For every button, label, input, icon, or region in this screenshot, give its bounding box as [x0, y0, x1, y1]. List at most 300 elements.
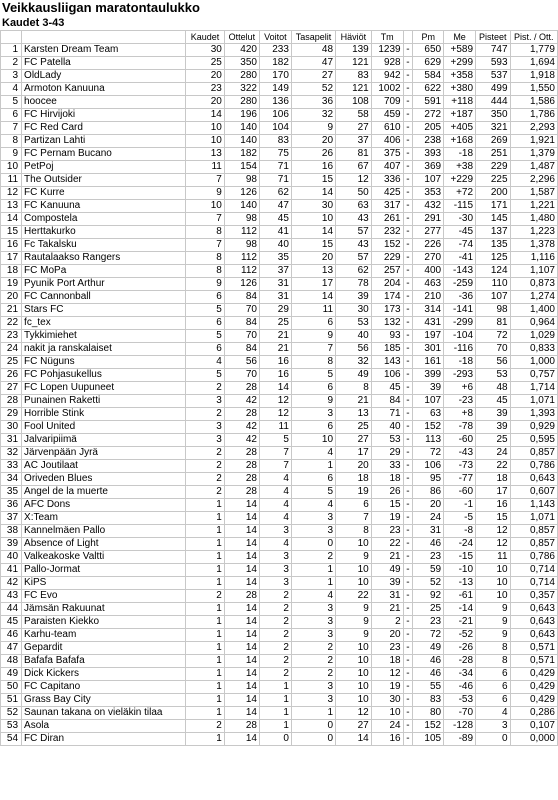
cell-goals-for: 1239 [371, 44, 403, 57]
cell-wins: 37 [259, 265, 291, 278]
cell-wins: 40 [259, 239, 291, 252]
cell-goal-diff: +589 [444, 44, 476, 57]
cell-goals-for: 22 [371, 538, 403, 551]
cell-seasons: 2 [186, 486, 225, 499]
cell-points-per-match: 1,400 [510, 304, 557, 317]
cell-goals-against: 238 [413, 135, 444, 148]
cell-goals-for: 31 [371, 590, 403, 603]
cell-team: Karsten Dream Team [22, 44, 186, 57]
cell-losses: 9 [336, 603, 372, 616]
cell-wins: 149 [259, 83, 291, 96]
cell-losses: 9 [336, 551, 372, 564]
cell-goals-against: 55 [413, 681, 444, 694]
cell-seasons: 10 [186, 200, 225, 213]
cell-points-per-match: 1,487 [510, 161, 557, 174]
cell-points-per-match: 1,071 [510, 512, 557, 525]
cell-rank: 15 [1, 226, 22, 239]
cell-wins: 136 [259, 96, 291, 109]
cell-goal-diff: -104 [444, 330, 476, 343]
cell-goals-for: 185 [371, 343, 403, 356]
cell-goal-diff: -45 [444, 226, 476, 239]
cell-draws: 3 [291, 694, 335, 707]
cell-goal-diff: -61 [444, 590, 476, 603]
cell-team: Tykkimiehet [22, 330, 186, 343]
cell-draws: 52 [291, 83, 335, 96]
cell-losses: 62 [336, 265, 372, 278]
table-row [1, 421, 558, 434]
cell-goal-diff: +168 [444, 135, 476, 148]
cell-team: FC Evo [22, 590, 186, 603]
cell-goal-dash: - [403, 226, 413, 239]
cell-wins: 104 [259, 122, 291, 135]
cell-goals-for: 40 [371, 421, 403, 434]
cell-wins: 3 [259, 564, 291, 577]
table-row [1, 343, 558, 356]
cell-wins: 11 [259, 421, 291, 434]
cell-points-per-match: 0,857 [510, 525, 557, 538]
cell-points-per-match: 1,921 [510, 135, 557, 148]
cell-points-per-match: 1,393 [510, 408, 557, 421]
cell-goals-against: 650 [413, 44, 444, 57]
table-row [1, 499, 558, 512]
cell-goals-for: 21 [371, 603, 403, 616]
cell-goal-dash: - [403, 265, 413, 278]
cell-draws: 9 [291, 122, 335, 135]
cell-goals-against: 314 [413, 304, 444, 317]
cell-matches: 280 [224, 96, 259, 109]
cell-draws: 30 [291, 200, 335, 213]
cell-matches: 14 [224, 694, 259, 707]
cell-draws: 1 [291, 460, 335, 473]
cell-wins: 21 [259, 330, 291, 343]
cell-draws: 15 [291, 239, 335, 252]
cell-seasons: 1 [186, 512, 225, 525]
cell-rank: 14 [1, 213, 22, 226]
cell-draws: 20 [291, 252, 335, 265]
cell-goal-dash: - [403, 278, 413, 291]
cell-team: FC Kurre [22, 187, 186, 200]
cell-rank: 13 [1, 200, 22, 213]
table-row [1, 694, 558, 707]
cell-points-per-match: 1,586 [510, 96, 557, 109]
cell-points: 70 [476, 343, 511, 356]
cell-points: 22 [476, 460, 511, 473]
cell-goals-against: 161 [413, 356, 444, 369]
cell-rank: 7 [1, 122, 22, 135]
cell-seasons: 14 [186, 109, 225, 122]
cell-goals-for: 709 [371, 96, 403, 109]
cell-points-per-match: 1,029 [510, 330, 557, 343]
table-row [1, 83, 558, 96]
table-row [1, 447, 558, 460]
cell-rank: 40 [1, 551, 22, 564]
cell-team: Herttakurko [22, 226, 186, 239]
cell-seasons: 4 [186, 356, 225, 369]
cell-team: Pyunik Port Arthur [22, 278, 186, 291]
cell-wins: 16 [259, 356, 291, 369]
cell-draws: 16 [291, 161, 335, 174]
cell-matches: 70 [224, 369, 259, 382]
cell-draws: 1 [291, 577, 335, 590]
cell-points-per-match: 1,116 [510, 252, 557, 265]
table-row [1, 681, 558, 694]
cell-team: Paraisten Kiekko [22, 616, 186, 629]
cell-draws: 14 [291, 226, 335, 239]
cell-goals-for: 26 [371, 486, 403, 499]
table-row [1, 460, 558, 473]
cell-seasons: 9 [186, 187, 225, 200]
cell-team: Fool United [22, 421, 186, 434]
cell-goal-diff: -41 [444, 252, 476, 265]
cell-goals-against: 46 [413, 538, 444, 551]
cell-goal-diff: +229 [444, 174, 476, 187]
cell-draws: 9 [291, 395, 335, 408]
cell-goal-diff: +38 [444, 161, 476, 174]
table-row [1, 720, 558, 733]
cell-wins: 4 [259, 473, 291, 486]
cell-goal-dash: - [403, 213, 413, 226]
cell-points: 251 [476, 148, 511, 161]
cell-losses: 12 [336, 174, 372, 187]
cell-rank: 11 [1, 174, 22, 187]
cell-wins: 5 [259, 434, 291, 447]
cell-team: OldLady [22, 70, 186, 83]
cell-goal-diff: -23 [444, 395, 476, 408]
cell-draws: 3 [291, 616, 335, 629]
cell-goals-against: 584 [413, 70, 444, 83]
cell-goals-for: 317 [371, 200, 403, 213]
cell-rank: 44 [1, 603, 22, 616]
cell-draws: 0 [291, 733, 335, 746]
cell-rank: 46 [1, 629, 22, 642]
cell-rank: 49 [1, 668, 22, 681]
cell-points-per-match: 0,429 [510, 681, 557, 694]
cell-seasons: 10 [186, 135, 225, 148]
cell-matches: 140 [224, 135, 259, 148]
cell-draws: 10 [291, 434, 335, 447]
cell-losses: 49 [336, 369, 372, 382]
cell-points-per-match: 0,607 [510, 486, 557, 499]
cell-team: Karhu-team [22, 629, 186, 642]
cell-goal-diff: -143 [444, 265, 476, 278]
cell-team: Horrible Stink [22, 408, 186, 421]
cell-team: FC Nüguns [22, 356, 186, 369]
cell-goals-against: 291 [413, 213, 444, 226]
cell-goal-dash: - [403, 629, 413, 642]
table-row [1, 564, 558, 577]
cell-draws: 9 [291, 330, 335, 343]
cell-points-per-match: 1,714 [510, 382, 557, 395]
cell-goals-against: 272 [413, 109, 444, 122]
cell-goals-for: 24 [371, 720, 403, 733]
cell-seasons: 3 [186, 434, 225, 447]
cell-draws: 47 [291, 57, 335, 70]
cell-rank: 1 [1, 44, 22, 57]
cell-matches: 14 [224, 564, 259, 577]
cell-team: Bafafa Bafafa [22, 655, 186, 668]
cell-losses: 50 [336, 187, 372, 200]
cell-seasons: 1 [186, 681, 225, 694]
cell-goal-diff: -60 [444, 486, 476, 499]
cell-goal-diff: -1 [444, 499, 476, 512]
cell-goals-against: 399 [413, 369, 444, 382]
cell-goal-diff: -60 [444, 434, 476, 447]
cell-points-per-match: 1,786 [510, 109, 557, 122]
table-row [1, 213, 558, 226]
table-row [1, 551, 558, 564]
cell-team: Angel de la muerte [22, 486, 186, 499]
cell-goals-for: 71 [371, 408, 403, 421]
cell-goal-diff: +8 [444, 408, 476, 421]
cell-points: 0 [476, 733, 511, 746]
cell-goal-dash: - [403, 616, 413, 629]
cell-points-per-match: 0,571 [510, 642, 557, 655]
header-points-per-match: Pist. / Ott. [510, 31, 557, 44]
cell-goal-dash: - [403, 577, 413, 590]
table-row [1, 304, 558, 317]
cell-draws: 7 [291, 343, 335, 356]
cell-points: 593 [476, 57, 511, 70]
cell-goals-for: 21 [371, 551, 403, 564]
cell-wins: 1 [259, 720, 291, 733]
cell-matches: 98 [224, 174, 259, 187]
cell-points: 4 [476, 707, 511, 720]
cell-seasons: 5 [186, 369, 225, 382]
cell-seasons: 13 [186, 148, 225, 161]
cell-goal-dash: - [403, 603, 413, 616]
cell-goal-diff: -36 [444, 291, 476, 304]
table-row [1, 382, 558, 395]
cell-matches: 14 [224, 577, 259, 590]
cell-goals-against: 49 [413, 642, 444, 655]
cell-team: fc_tex [22, 317, 186, 330]
cell-goals-for: 2 [371, 616, 403, 629]
cell-rank: 31 [1, 434, 22, 447]
cell-goals-for: 132 [371, 317, 403, 330]
cell-goals-for: 942 [371, 70, 403, 83]
cell-losses: 7 [336, 512, 372, 525]
cell-wins: 2 [259, 603, 291, 616]
cell-rank: 32 [1, 447, 22, 460]
table-row [1, 473, 558, 486]
cell-seasons: 9 [186, 278, 225, 291]
cell-points: 350 [476, 109, 511, 122]
cell-goals-against: 301 [413, 343, 444, 356]
cell-matches: 14 [224, 538, 259, 551]
cell-matches: 14 [224, 655, 259, 668]
cell-points: 229 [476, 161, 511, 174]
cell-losses: 9 [336, 629, 372, 642]
cell-rank: 2 [1, 57, 22, 70]
cell-matches: 42 [224, 421, 259, 434]
cell-losses: 27 [336, 122, 372, 135]
cell-team: FC Kanuuna [22, 200, 186, 213]
cell-seasons: 2 [186, 382, 225, 395]
cell-team: FC Lopen Uupuneet [22, 382, 186, 395]
cell-seasons: 1 [186, 694, 225, 707]
cell-goals-for: 425 [371, 187, 403, 200]
cell-goals-for: 336 [371, 174, 403, 187]
cell-losses: 21 [336, 395, 372, 408]
cell-rank: 34 [1, 473, 22, 486]
header-goal-dash [403, 31, 413, 44]
cell-team: FC MoPa [22, 265, 186, 278]
table-row [1, 187, 558, 200]
cell-goal-dash: - [403, 434, 413, 447]
cell-draws: 6 [291, 382, 335, 395]
cell-losses: 37 [336, 135, 372, 148]
cell-points: 10 [476, 564, 511, 577]
cell-points: 72 [476, 330, 511, 343]
table-row [1, 330, 558, 343]
table-row [1, 590, 558, 603]
cell-draws: 3 [291, 603, 335, 616]
cell-goal-diff: -128 [444, 720, 476, 733]
cell-seasons: 2 [186, 408, 225, 421]
cell-goal-dash: - [403, 408, 413, 421]
cell-team: Punainen Raketti [22, 395, 186, 408]
cell-matches: 14 [224, 668, 259, 681]
cell-goal-dash: - [403, 551, 413, 564]
cell-goals-against: 463 [413, 278, 444, 291]
table-row [1, 291, 558, 304]
cell-draws: 0 [291, 720, 335, 733]
cell-goals-against: 270 [413, 252, 444, 265]
cell-points: 145 [476, 213, 511, 226]
cell-points: 6 [476, 668, 511, 681]
cell-losses: 19 [336, 486, 372, 499]
cell-goal-diff: -30 [444, 213, 476, 226]
cell-draws: 4 [291, 499, 335, 512]
cell-goal-dash: - [403, 70, 413, 83]
cell-goals-for: 143 [371, 356, 403, 369]
cell-goals-for: 15 [371, 499, 403, 512]
cell-rank: 37 [1, 512, 22, 525]
cell-goals-against: 400 [413, 265, 444, 278]
cell-wins: 25 [259, 317, 291, 330]
table-row [1, 629, 558, 642]
cell-points-per-match: 1,071 [510, 395, 557, 408]
cell-goal-diff: -21 [444, 616, 476, 629]
cell-wins: 35 [259, 252, 291, 265]
cell-goals-against: 369 [413, 161, 444, 174]
cell-seasons: 7 [186, 174, 225, 187]
cell-matches: 126 [224, 278, 259, 291]
cell-goals-for: 18 [371, 473, 403, 486]
cell-rank: 22 [1, 317, 22, 330]
cell-rank: 19 [1, 278, 22, 291]
cell-wins: 170 [259, 70, 291, 83]
cell-goals-for: 406 [371, 135, 403, 148]
cell-team: FC Pernam Bucano [22, 148, 186, 161]
cell-goal-dash: - [403, 161, 413, 174]
cell-goal-diff: -70 [444, 707, 476, 720]
header-losses: Häviöt [336, 31, 372, 44]
cell-losses: 10 [336, 655, 372, 668]
cell-goal-dash: - [403, 460, 413, 473]
cell-wins: 14 [259, 382, 291, 395]
cell-matches: 322 [224, 83, 259, 96]
cell-goal-diff: +380 [444, 83, 476, 96]
cell-rank: 47 [1, 642, 22, 655]
cell-points: 269 [476, 135, 511, 148]
cell-goal-diff: -5 [444, 512, 476, 525]
cell-goal-dash: - [403, 473, 413, 486]
cell-goals-against: 205 [413, 122, 444, 135]
cell-seasons: 1 [186, 577, 225, 590]
cell-seasons: 11 [186, 161, 225, 174]
cell-points-per-match: 0,595 [510, 434, 557, 447]
cell-points-per-match: 0,429 [510, 668, 557, 681]
cell-points-per-match: 0,643 [510, 629, 557, 642]
cell-draws: 4 [291, 590, 335, 603]
cell-points-per-match: 1,779 [510, 44, 557, 57]
table-row [1, 57, 558, 70]
cell-goal-dash: - [403, 96, 413, 109]
cell-points-per-match: 0,857 [510, 447, 557, 460]
cell-goal-dash: - [403, 681, 413, 694]
cell-seasons: 3 [186, 395, 225, 408]
cell-matches: 28 [224, 408, 259, 421]
cell-points-per-match: 0,757 [510, 369, 557, 382]
table-row [1, 174, 558, 187]
cell-goals-against: 152 [413, 720, 444, 733]
cell-seasons: 2 [186, 460, 225, 473]
cell-goal-dash: - [403, 122, 413, 135]
cell-points-per-match: 1,000 [510, 356, 557, 369]
cell-losses: 10 [336, 694, 372, 707]
cell-draws: 4 [291, 447, 335, 460]
cell-points-per-match: 0,000 [510, 733, 557, 746]
header-points: Pisteet [476, 31, 511, 44]
cell-draws: 2 [291, 655, 335, 668]
cell-goals-against: 80 [413, 707, 444, 720]
cell-rank: 36 [1, 499, 22, 512]
cell-goal-dash: - [403, 525, 413, 538]
cell-wins: 4 [259, 538, 291, 551]
cell-goal-dash: - [403, 486, 413, 499]
cell-points-per-match: 0,357 [510, 590, 557, 603]
cell-rank: 26 [1, 369, 22, 382]
cell-goal-diff: -13 [444, 577, 476, 590]
cell-goal-diff: -89 [444, 733, 476, 746]
cell-draws: 3 [291, 629, 335, 642]
cell-losses: 57 [336, 252, 372, 265]
cell-points: 135 [476, 239, 511, 252]
cell-points: 537 [476, 70, 511, 83]
cell-points-per-match: 0,714 [510, 577, 557, 590]
table-row [1, 200, 558, 213]
cell-seasons: 1 [186, 629, 225, 642]
cell-points-per-match: 0,786 [510, 551, 557, 564]
cell-team: Rautalaakso Rangers [22, 252, 186, 265]
cell-points: 10 [476, 590, 511, 603]
cell-points-per-match: 0,643 [510, 616, 557, 629]
cell-wins: 106 [259, 109, 291, 122]
cell-rank: 9 [1, 148, 22, 161]
cell-goals-against: 197 [413, 330, 444, 343]
cell-points: 56 [476, 356, 511, 369]
cell-points: 321 [476, 122, 511, 135]
cell-losses: 10 [336, 577, 372, 590]
cell-points-per-match: 1,107 [510, 265, 557, 278]
cell-losses: 43 [336, 213, 372, 226]
cell-team: FC Hirvijoki [22, 109, 186, 122]
cell-losses: 8 [336, 525, 372, 538]
table-row [1, 239, 558, 252]
cell-goals-against: 106 [413, 460, 444, 473]
cell-rank: 17 [1, 252, 22, 265]
